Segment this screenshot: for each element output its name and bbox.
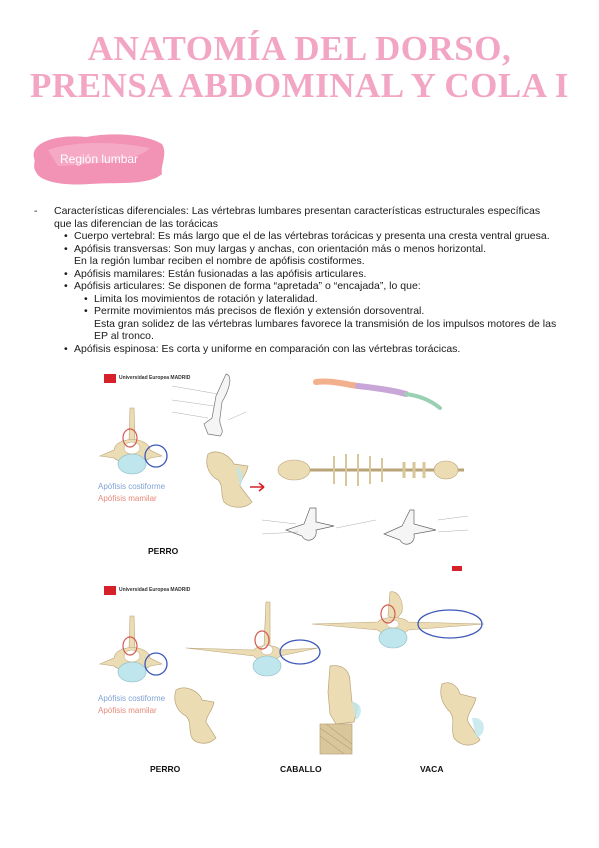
logo-mark-icon: [104, 374, 116, 383]
intro-item: [34, 205, 560, 230]
section-badge: [28, 130, 168, 188]
logo-text: Universidad Europea MADRID: [119, 375, 191, 381]
list-item: • Apófisis espinosa: Es corta y uniforme en comparación con las vértebras torácicas.: [64, 343, 560, 356]
figure-1: [90, 368, 480, 578]
list-item: • Apófisis transversas: Son muy largas y anchas, con orientación más o menos horizontal.: [64, 243, 560, 256]
dog-vertebra-lateral-icon: [170, 684, 230, 754]
sub-list-item: • Limita los movimientos de rotación y lateralidad.: [84, 293, 560, 306]
list-item: • Apófisis articulares: Se disponen de forma “apretada” o “encajada”, lo que:: [64, 280, 560, 293]
section-label: Región lumbar: [60, 152, 139, 166]
lateral-vertebra-drawing-icon: [168, 372, 248, 442]
spine-skeleton-icon: [274, 450, 474, 490]
species-label-horse: CABALLO: [280, 764, 322, 774]
list-item: • Apófisis mamilares: Están fusionadas a las apófisis articulares.: [64, 268, 560, 281]
dash-bullet: -: [34, 205, 38, 217]
costiform-label: Apófisis costiforme: [98, 482, 166, 491]
logo-mark-icon: [104, 586, 116, 595]
vertebra-drawing-icon: [260, 506, 380, 552]
spine-colored-icon: [310, 374, 450, 414]
lumbar-vertebra-icon: [94, 406, 174, 486]
title-line-2: PRENSA ABDOMINAL Y COLA I: [30, 66, 569, 105]
cow-vertebra-lateral-icon: [436, 678, 496, 762]
red-marker: [452, 566, 462, 571]
species-label-dog: PERRO: [148, 546, 179, 556]
mamillary-label: Apófisis mamilar: [98, 494, 157, 503]
transverse-note: En la región lumbar reciben el nombre de apófisis costiformes.: [74, 255, 365, 267]
intro-text: Características diferenciales: Las vértebras lumbares presentan características estructurales específicas que las diferencian de las torácicas: [54, 205, 541, 230]
horse-vertebra-lateral-icon: [308, 662, 368, 762]
vertebra-drawing-icon: [380, 508, 470, 554]
sub-list-item: • Permite movimientos más precisos de flexión y extensión dorsoventral.: [84, 305, 560, 318]
logo-text: Universidad Europea MADRID: [119, 587, 191, 593]
cow-vertebra-cranial-icon: [308, 588, 488, 668]
page-title: [0, 30, 599, 104]
costiform-label: Apófisis costiforme: [98, 694, 166, 703]
mamillary-label: Apófisis mamilar: [98, 706, 157, 715]
species-label-cow: VACA: [420, 764, 444, 774]
pointer-arrow-icon: [250, 482, 270, 492]
list-item: • Cuerpo vertebral: Es más largo que el de las vértebras torácicas y presenta una cresta ventral gruesa.: [64, 230, 560, 243]
horse-vertebra-cranial-icon: [182, 600, 322, 690]
title-line-1: ANATOMÍA DEL DORSO,: [87, 29, 512, 68]
text-content: [34, 205, 560, 355]
species-label-dog: PERRO: [150, 764, 181, 774]
dog-vertebra-cranial-icon: [94, 614, 174, 694]
figure-2: [90, 580, 510, 780]
university-logo: [104, 586, 190, 595]
articular-note: Esta gran solidez de las vértebras lumbares favorece la transmisión de los impulsos motores de las EP al tronco.: [94, 317, 557, 342]
